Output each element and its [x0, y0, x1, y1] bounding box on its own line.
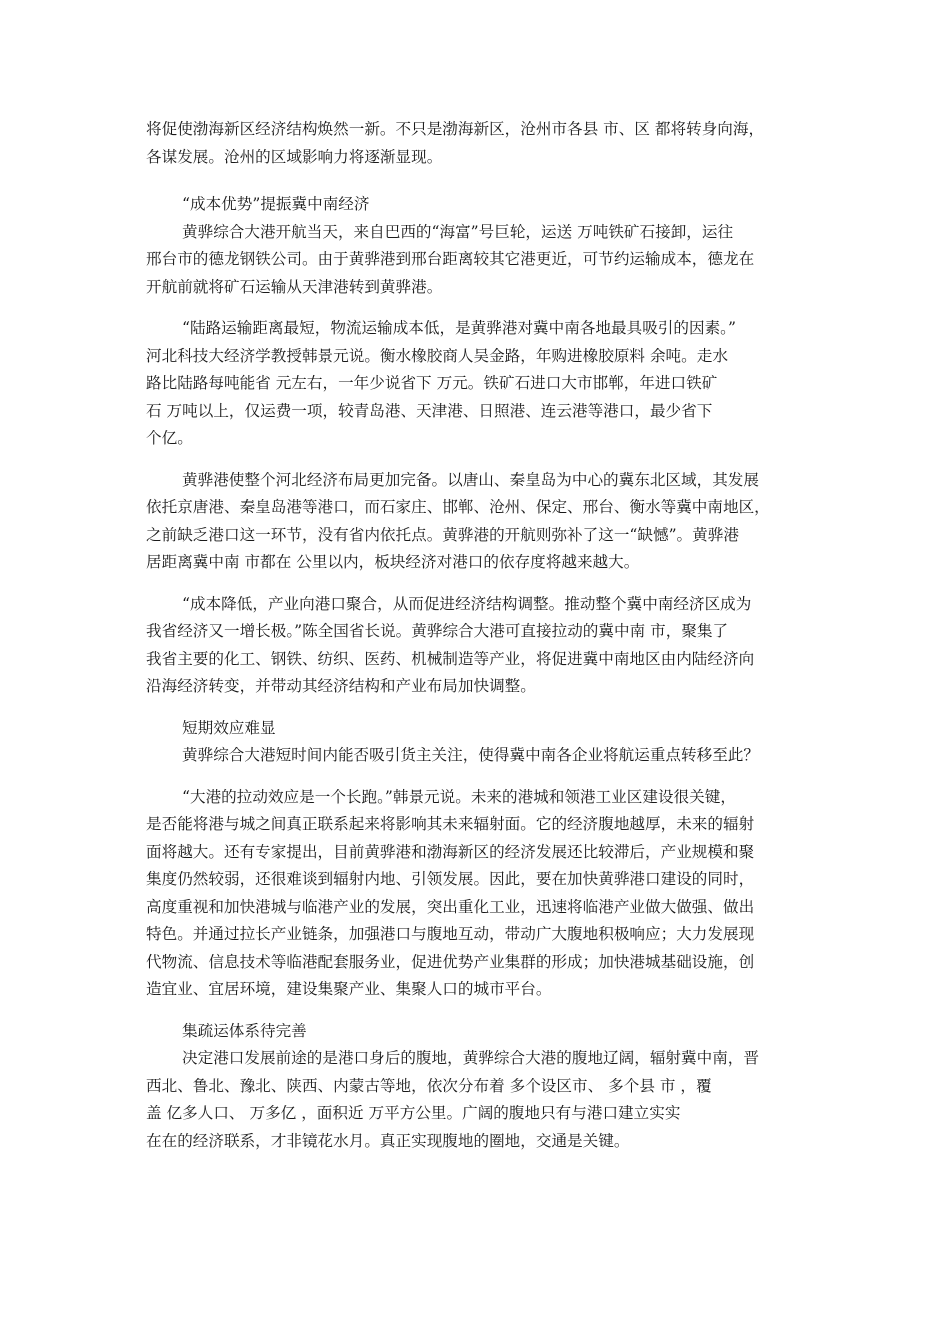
- text-line: 依托京唐港、秦皇岛港等港口，而石家庄、邯郸、沧州、保定、邢台、衡水等冀中南地区，: [146, 498, 770, 516]
- text-line: 石 万吨以上，仅运费一项，较青岛港、天津港、日照港、连云港等港口，最少省下: [146, 401, 713, 420]
- text-line: 将促使渤海新区经济结构焕然一新。不只是渤海新区，沧州市各县 市、区 都将转身向海，: [146, 120, 765, 138]
- text-line: 黄骅综合大港开航当天，来自巴西的“海富”号巨轮，运送 万吨铁矿石接卸，运往: [182, 222, 734, 241]
- paragraph: [146, 784, 806, 1004]
- text-line: 我省经济又一增长极。”陈全国省长说。黄骅综合大港可直接拉动的冀中南 市，聚集了: [146, 622, 729, 640]
- text-line: 在在的经济联系，才非镜花水月。真正实现腹地的圈地，交通是关键。: [146, 1131, 630, 1150]
- text-line: 我省主要的化工、钢铁、纺织、医药、机械制造等产业，将促进冀中南地区由内陆经济向: [146, 649, 755, 668]
- text-line: 盖 亿多人口、 万多亿 ，面积近 万平方公里。广阔的腹地只有与港口建立实实: [146, 1104, 681, 1122]
- text-line: “陆路运输距离最短，物流运输成本低，是黄骅港对冀中南各地最具吸引的因素。”: [182, 319, 736, 337]
- text-line: 集度仍然较弱，还很难谈到辐射内地、引领发展。因此，要在加快黄骅港口建设的同时，: [146, 870, 755, 888]
- paragraph: [146, 1045, 806, 1155]
- paragraph-continuation: [146, 116, 806, 171]
- text-line: 西北、鲁北、豫北、陕西、内蒙古等地，依次分布着 多个设区市、 多个县 市 ，覆: [146, 1076, 712, 1095]
- text-line: 代物流、信息技术等临港配套服务业，促进优势产业集群的形成；加快港城基础设施，创: [146, 952, 755, 971]
- text-line: 个亿。: [146, 429, 193, 447]
- text-line: “大港的拉动效应是一个长跑。”韩景元说。未来的港城和领港工业区建设很关键，: [182, 787, 736, 806]
- text-line: 黄骅港使整个河北经济布局更加完备。以唐山、秦皇岛为中心的冀东北区域，其发展: [182, 470, 759, 489]
- document-page: [146, 116, 806, 1155]
- text-line: 沿海经济转变，并带动其经济结构和产业布局加快调整。: [146, 677, 536, 695]
- text-line: 邢台市的德龙钢铁公司。由于黄骅港到邢台距离较其它港更近，可节约运输成本，德龙在: [146, 250, 755, 268]
- section-heading-cost-advantage: “成本优势”提振冀中南经济: [182, 195, 370, 213]
- section-heading-transport-system: 集疏运体系待完善: [182, 1021, 307, 1040]
- text-line: 造宜业、宜居环境，建设集聚产业、集聚人口的城市平台。: [146, 980, 552, 998]
- text-line: 决定港口发展前途的是港口身后的腹地，黄骅综合大港的腹地辽阔，辐射冀中南，晋: [182, 1049, 759, 1067]
- paragraph: [146, 219, 806, 302]
- text-line: 面将越大。还有专家提出，目前黄骅港和渤海新区的经济发展还比较滞后，产业规模和聚: [146, 842, 755, 861]
- section-heading-short-term-effect: 短期效应难显: [182, 718, 276, 737]
- text-line: 之前缺乏港口这一环节，没有省内依托点。黄骅港的开航则弥补了这一“缺憾”。黄骅港: [146, 525, 739, 544]
- text-line: 特色。并通过拉长产业链条，加强港口与腹地互动，带动广大腹地积极响应；大力发展现: [146, 925, 755, 943]
- text-line: 河北科技大经济学教授韩景元说。衡水橡胶商人吴金路，年购进橡胶原料 余吨。走水: [146, 346, 728, 365]
- paragraph: [146, 467, 806, 577]
- paragraph: [146, 591, 806, 701]
- text-line: 高度重视和加快港城与临港产业的发展，突出重化工业，迅速将临港产业做大做强、做出: [146, 897, 755, 916]
- text-line: 是否能将港与城之间真正联系起来将影响其未来辐射面。它的经济腹地越厚，未来的辐射: [146, 815, 755, 833]
- text-line: “成本降低，产业向港口聚合，从而促进经济结构调整。推动整个冀中南经济区成为: [182, 594, 752, 613]
- text-line: 开航前就将矿石运输从天津港转到黄骅港。: [146, 277, 443, 296]
- text-line: 居距离冀中南 市都在 公里以内，板块经济对港口的依存度将越来越大。: [146, 553, 640, 571]
- text-line: 路比陆路每吨能省 元左右，一年少说省下 万元。铁矿石进口大市邯郸，年进口铁矿: [146, 374, 718, 392]
- text-line: 各谋发展。沧州的区域影响力将逐渐显现。: [146, 147, 443, 166]
- paragraph: [146, 315, 806, 453]
- text-line: 黄骅综合大港短时间内能否吸引货主关注，使得冀中南各企业将航运重点转移至此？: [182, 746, 759, 764]
- paragraph: [146, 742, 806, 770]
